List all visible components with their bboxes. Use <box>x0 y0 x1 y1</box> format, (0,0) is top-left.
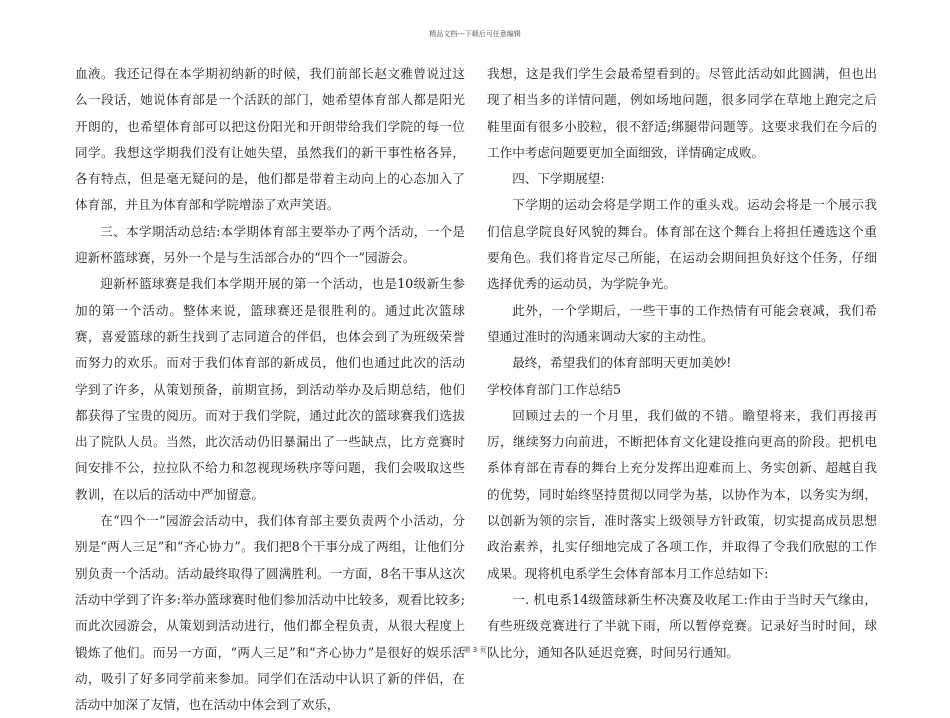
page-header: 精品文档---下载后可任意编辑 <box>429 30 521 38</box>
paragraph-sports-meet: 下学期的运动会将是学期工作的重头戏。运动会将是一个展示我们信息学院良好风貌的舞台。体育部在这个舞台上将担任遴选这个重要角色。我们将肯定尽己所能，在运动会期间担负好这个任务，仔细选择优秀的运动员，为学院争光。 <box>487 197 877 292</box>
paragraph-garden-party: 在“四个一”园游会活动中，我们体育部主要负责两个小活动，分别是“两人三足”和“齐心协力”。我们把8个干事分成了两组，让他们分别负责一个活动。活动最终取得了圆满胜利。一方面，8名干事从这次活动中学到了许多:举办篮球赛时他们参加活动中比较多，观看比较多;而此次园游会，从策划到活动进行，他们都全程负责，从很大程度上锻炼了他们。而另一方面，“两人三足”和“齐心协力”是很好的娱乐活动，吸引了好多同学前来参加。同学们在活动中认识了新的伴侣，在活动中加深了友情，也在活动中体会到了欢乐， <box>75 513 465 713</box>
paragraph-basketball: 迎新杯篮球赛是我们本学期开展的第一个活动，也是10级新生参加的第一个活动。整体来说，篮球赛还是很胜利的。通过此次篮球赛，喜爱篮球的新生找到了志同道合的伴侣，也体会到了为班级荣誉而努力的欢乐。而对于我们体育部的新成员，他们也通过此次的活动学到了许多，从策划预备，前期宣扬，到活动举办及后期总结，他们都获得了宝贵的阅历。而对于我们学院，通过此次的篮球赛我们选拔出了院队人员。当然，此次活动仍旧暴漏出了一些缺点，比方竞赛时间安排不公，拉拉队不给力和忽视现场秩序等问题，我们会吸取这些教训，在以后的活动中严加留意。 <box>75 276 465 502</box>
paragraph-continuation-right: 我想，这是我们学生会最希望看到的。尽管此活动如此圆满，但也出现了相当多的详情问题，例如场地问题，很多同学在草地上跑完之后鞋里面有很多小胶粒，很不舒适;绑腿带问题等。这要求我们在今后的工作中考虑问题要更加全面细致，详情确定成败。 <box>487 66 877 160</box>
page-number: 第 3 页 <box>463 646 487 654</box>
paragraph-freshman-cup: 一. 机电系14级篮球新生杯决赛及收尾工:作由于当时天气缘由，有些班级竞赛进行了半就下雨，所以暂停竞赛。记录好当时时间，球队比分，通知各队延迟竞赛，时间另行通知。 <box>487 591 877 660</box>
paragraph-activity-summary: 三、本学期活动总结:本学期体育部主要举办了两个活动，一个是迎新杯篮球赛，另外一个是与生活部合办的“四个一”园游会。 <box>75 223 465 266</box>
section-heading-outlook: 四、下学期展望: <box>512 171 605 187</box>
paragraph-closing: 最终，希望我们的体育部明天更加美妙! <box>512 355 732 371</box>
right-column <box>487 61 877 666</box>
paragraph-review: 回顾过去的一个月里，我们做的不错。瞻望将来，我们再接再厉，继续努力向前进，不断把体育文化建设推向更高的阶段。把机电系体育部在青春的舞台上充分发挥出迎难而上、务实创新、超越自我的优势，同时始终坚持贯彻以同学为基，以协作为本，以务实为纲，以创新为领的宗旨，准时落实上级领导方针政策，切实提高成员思想政治素养，扎实仔细地完成了各项工作，并取得了令我们欣慰的工作成果。现将机电系学生会体育部本月工作总结如下: <box>487 407 877 581</box>
paragraph-communication: 此外，一个学期后，一些干事的工作热情有可能会衰减，我们希望通过准时的沟通来调动大家的主动性。 <box>487 302 877 344</box>
paragraph-continuation: 血液。我还记得在本学期初纳新的时候，我们前部长赵文雅曾说过这么一段话，她说体育部是一个活跃的部门，她希望体育部人都是阳光开朗的，也希望体育部可以把这份阳光和开朗带给我们学院的每一位同学。我想这学期我们没有让她失望，虽然我们的新干事性格各异，各有特点，但是毫无疑问的是，他们都是带着主动向上的心态加入了体育部，并且为体育部和学院增添了欢声笑语。 <box>75 66 465 213</box>
section-title-summary-5: 学校体育部门工作总结5 <box>487 381 621 397</box>
left-column <box>75 61 465 718</box>
